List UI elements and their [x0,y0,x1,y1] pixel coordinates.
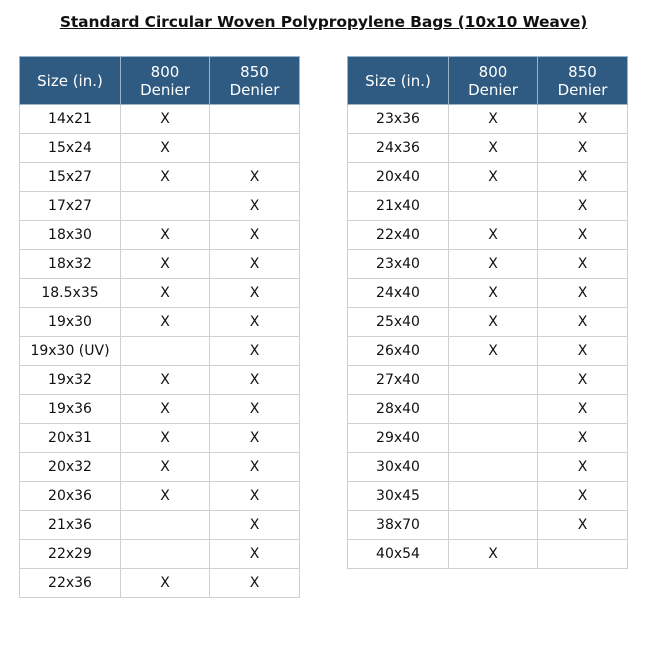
denier-850-cell: X [538,308,628,337]
denier-850-cell: X [210,163,300,192]
denier-850-cell: X [210,192,300,221]
denier-800-cell: X [121,163,210,192]
denier-800-cell: X [121,482,210,511]
denier-800-cell [449,395,538,424]
denier-850-cell: X [538,482,628,511]
header-size-label: Size (in.) [37,71,103,90]
size-table-left [19,56,300,598]
header-size [20,57,121,105]
size-cell: 19x32 [20,366,121,395]
size-cell: 21x36 [20,511,121,540]
header-850-unit: Denier [557,80,608,99]
denier-800-cell: X [121,279,210,308]
table-row [348,163,628,192]
header-850-num: 850 [240,62,269,81]
header-size [348,57,449,105]
table-row [20,134,300,163]
denier-800-cell: X [121,105,210,134]
denier-850-cell: X [210,337,300,366]
denier-850-cell: X [210,308,300,337]
denier-850-cell: X [210,279,300,308]
size-cell: 18x32 [20,250,121,279]
table-row [20,337,300,366]
denier-800-cell: X [449,163,538,192]
denier-800-cell: X [449,134,538,163]
table-row [348,511,628,540]
denier-850-cell: X [210,366,300,395]
size-cell: 29x40 [348,424,449,453]
denier-850-cell: X [538,163,628,192]
size-cell: 22x40 [348,221,449,250]
size-cell: 20x31 [20,424,121,453]
size-cell: 25x40 [348,308,449,337]
denier-800-cell: X [449,337,538,366]
table-row [348,337,628,366]
size-cell: 23x36 [348,105,449,134]
denier-800-cell: X [449,105,538,134]
denier-800-cell: X [449,279,538,308]
size-cell: 24x36 [348,134,449,163]
header-850-denier [538,57,628,105]
denier-850-cell: X [210,511,300,540]
table-row [348,395,628,424]
table-row [20,482,300,511]
denier-800-cell: X [449,250,538,279]
denier-800-cell [449,366,538,395]
denier-850-cell: X [538,105,628,134]
denier-800-cell [121,540,210,569]
table-row [20,511,300,540]
header-size-label: Size (in.) [365,71,431,90]
table-row [348,221,628,250]
size-cell: 15x27 [20,163,121,192]
table-row [348,134,628,163]
denier-800-cell: X [449,221,538,250]
header-800-num: 800 [150,62,180,81]
size-cell: 19x36 [20,395,121,424]
denier-800-cell: X [121,395,210,424]
denier-850-cell: X [210,424,300,453]
size-cell: 38x70 [348,511,449,540]
table-row [20,308,300,337]
size-cell: 18.5x35 [20,279,121,308]
header-800-unit: Denier [468,80,518,99]
denier-800-cell [121,337,210,366]
table-row [20,163,300,192]
size-cell: 40x54 [348,540,449,569]
header-800-num: 800 [478,62,508,81]
denier-850-cell: X [210,250,300,279]
size-cell: 15x24 [20,134,121,163]
denier-850-cell: X [538,221,628,250]
size-cell: 20x36 [20,482,121,511]
size-cell: 22x29 [20,540,121,569]
table-row [348,424,628,453]
denier-850-cell: X [538,192,628,221]
denier-850-cell [210,134,300,163]
size-cell: 28x40 [348,395,449,424]
denier-850-cell: X [538,395,628,424]
table-row [20,221,300,250]
size-cell: 21x40 [348,192,449,221]
size-cell: 20x40 [348,163,449,192]
denier-800-cell [449,424,538,453]
denier-850-cell: X [538,134,628,163]
size-cell: 30x45 [348,482,449,511]
denier-850-cell: X [210,482,300,511]
size-cell: 17x27 [20,192,121,221]
size-cell: 14x21 [20,105,121,134]
denier-850-cell: X [210,395,300,424]
denier-850-cell: X [538,453,628,482]
denier-800-cell: X [121,366,210,395]
denier-850-cell: X [210,540,300,569]
denier-800-cell [449,482,538,511]
denier-800-cell: X [121,424,210,453]
denier-800-cell [449,511,538,540]
table-row [20,540,300,569]
denier-850-cell: X [538,250,628,279]
table-row [348,366,628,395]
denier-800-cell: X [121,221,210,250]
table-row [20,424,300,453]
table-row [20,192,300,221]
table-row [20,105,300,134]
denier-800-cell: X [121,569,210,598]
page-title: Standard Circular Woven Polypropylene Bags (10x10 Weave) [59,13,588,31]
header-800-unit: Denier [140,80,190,99]
size-cell: 23x40 [348,250,449,279]
denier-850-cell: X [210,569,300,598]
header-850-unit: Denier [229,80,280,99]
table-header-row [348,57,628,105]
table-row [20,569,300,598]
size-cell: 20x32 [20,453,121,482]
denier-800-cell: X [449,308,538,337]
size-cell: 19x30 [20,308,121,337]
header-800-denier [449,57,538,105]
denier-850-cell: X [538,424,628,453]
table-row [348,482,628,511]
size-cell: 30x40 [348,453,449,482]
denier-800-cell: X [121,134,210,163]
denier-850-cell: X [538,337,628,366]
denier-800-cell [121,511,210,540]
table-row [348,250,628,279]
denier-800-cell [121,192,210,221]
table-row [20,366,300,395]
table-row [20,453,300,482]
denier-800-cell [449,453,538,482]
table-row [20,279,300,308]
table-row [348,308,628,337]
table-row [20,250,300,279]
denier-850-cell: X [538,366,628,395]
denier-800-cell: X [121,308,210,337]
denier-850-cell: X [210,453,300,482]
size-cell: 22x36 [20,569,121,598]
denier-800-cell [449,192,538,221]
denier-850-cell: X [538,279,628,308]
denier-800-cell: X [121,453,210,482]
header-850-denier [210,57,300,105]
table-row [20,395,300,424]
denier-800-cell: X [121,250,210,279]
size-cell: 24x40 [348,279,449,308]
table-row [348,105,628,134]
table-header-row [20,57,300,105]
denier-850-cell [538,540,628,569]
table-row [348,540,628,569]
denier-850-cell: X [538,511,628,540]
size-cell: 18x30 [20,221,121,250]
size-cell: 26x40 [348,337,449,366]
table-row [348,192,628,221]
size-table-right [347,56,628,569]
size-cell: 19x30 (UV) [20,337,121,366]
header-800-denier [121,57,210,105]
denier-800-cell: X [449,540,538,569]
size-cell: 27x40 [348,366,449,395]
table-row [348,453,628,482]
header-850-num: 850 [568,62,597,81]
denier-850-cell [210,105,300,134]
table-row [348,279,628,308]
denier-850-cell: X [210,221,300,250]
